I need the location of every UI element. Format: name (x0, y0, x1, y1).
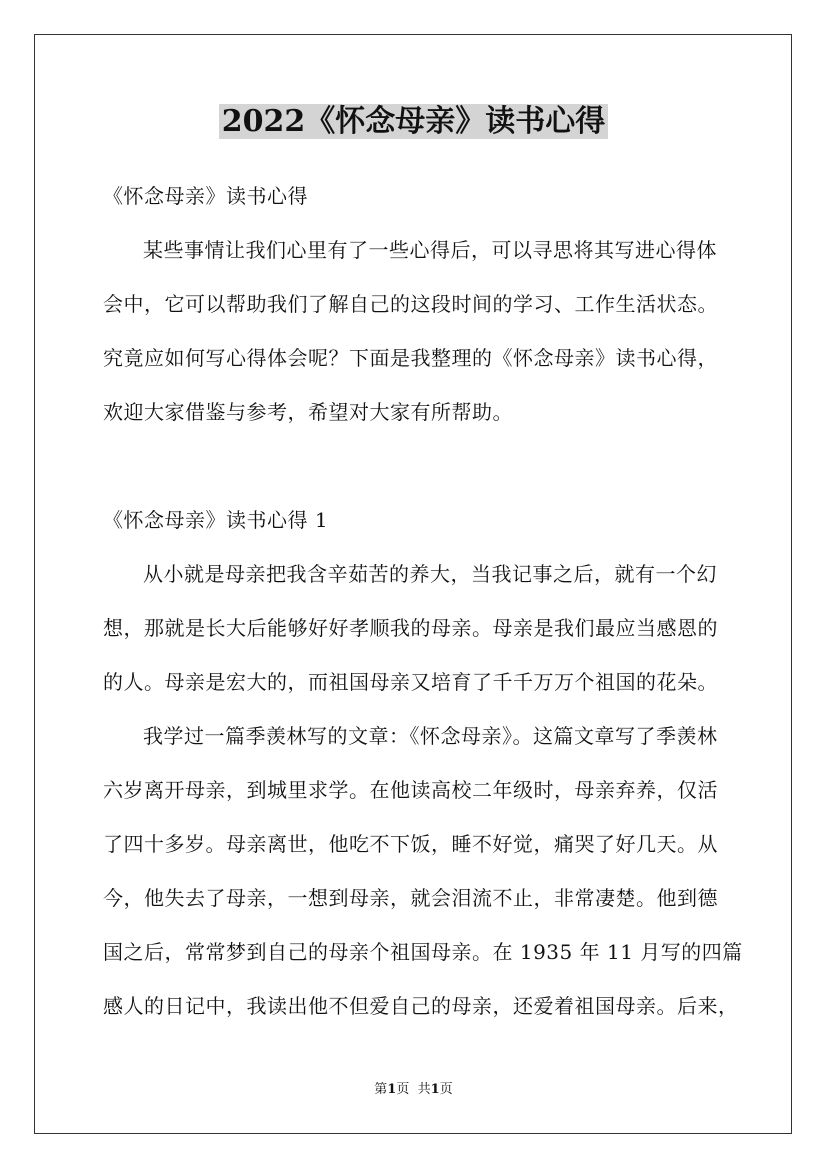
paragraph-line: 的人。母亲是宏大的，而祖国母亲又培育了千千万万个祖国的花朵。 (103, 670, 718, 694)
paragraph-line: 今，他失去了母亲，一想到母亲，就会泪流不止，非常凄楚。他到德 (103, 886, 718, 910)
intro-line: 某些事情让我们心里有了一些心得后，可以寻思将其写进心得体 (143, 238, 717, 262)
footer-page-number: 1 (387, 1082, 397, 1097)
document-subtitle: 《怀念母亲》读书心得 (103, 184, 308, 208)
paragraph-line: 六岁离开母亲，到城里求学。在他读高校二年级时，母亲弃养，仅活 (103, 778, 718, 802)
section-heading: 《怀念母亲》读书心得 1 (103, 508, 329, 532)
footer-total-number: 1 (430, 1082, 440, 1097)
document-title (0, 100, 827, 144)
intro-line: 欢迎大家借鉴与参考，希望对大家有所帮助。 (103, 400, 513, 424)
paragraph-line: 想，那就是长大后能够好好孝顺我的母亲。母亲是我们最应当感恩的 (103, 616, 718, 640)
footer-total-prefix: 共 (417, 1082, 431, 1097)
paragraph-line: 国之后，常常梦到自己的母亲个祖国母亲。在 1935 年 11 月写的四篇 (103, 940, 743, 964)
footer-total-suffix: 页 (439, 1082, 453, 1097)
paragraph-line: 从小就是母亲把我含辛茹苦的养大，当我记事之后，就有一个幻 (143, 562, 717, 586)
paragraph-line: 感人的日记中，我读出他不但爱自己的母亲，还爱着祖国母亲。后来， (103, 994, 739, 1018)
intro-line: 会中，它可以帮助我们了解自己的这段时间的学习、工作生活状态。 (103, 292, 718, 316)
intro-line: 究竟应如何写心得体会呢？下面是我整理的《怀念母亲》读书心得， (103, 346, 718, 370)
footer-page-suffix: 页 (396, 1082, 410, 1097)
page-footer (0, 1080, 827, 1100)
paragraph-line: 了四十多岁。母亲离世，他吃不下饭，睡不好觉，痛哭了好几天。从 (103, 832, 718, 856)
paragraph-line: 我学过一篇季羡林写的文章：《怀念母亲》。这篇文章写了季羡林 (143, 724, 718, 748)
footer-page-prefix: 第 (374, 1082, 388, 1097)
document-title-text: 2022《怀念母亲》读书心得 (219, 104, 609, 139)
